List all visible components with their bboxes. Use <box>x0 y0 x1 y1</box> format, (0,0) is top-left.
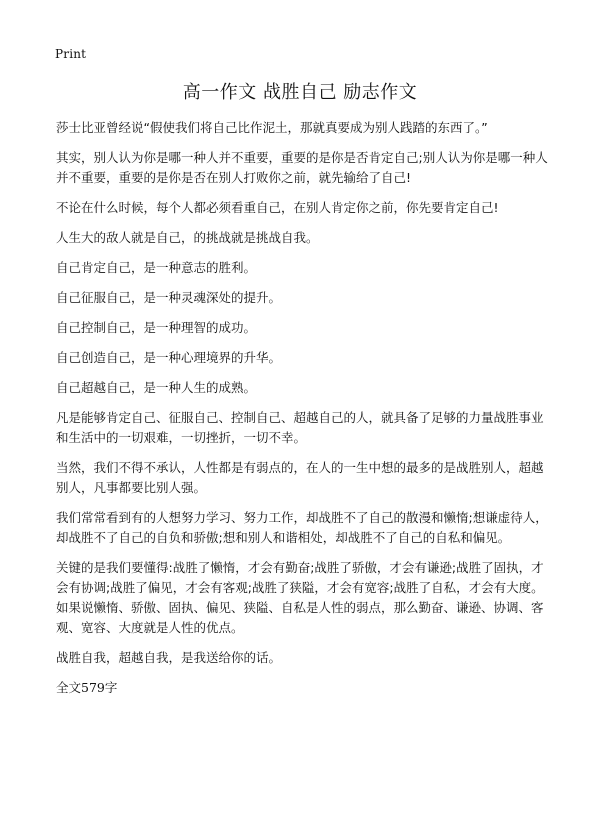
paragraph-4: 人生大的敌人就是自己，的挑战就是挑战自我。 <box>56 230 319 245</box>
paragraph-6: 自己征服自己，是一种灵魂深处的提升。 <box>56 290 282 305</box>
paragraph-9: 自己超越自己，是一种人生的成熟。 <box>56 380 257 395</box>
print-link[interactable]: Print <box>55 47 87 61</box>
paragraph-13: 关键的是我们要懂得:战胜了懒惰，才会有勤奋;战胜了骄傲，才会有谦逊;战胜了固执，才会有协调;战胜了偏见，才会有客观;战胜了狭隘，才会有宽容;战胜了自私，才会有大度。如果说懒惰、骄傲、固执、偏见、狭隘、自私是人性的弱点，那么勤奋、谦逊、协调、客观、宽容、大度就是人性的优点。 <box>56 560 544 635</box>
paragraph-3: 不论在什么时候，每个人都必须看重自己，在别人肯定你之前，你先要肯定自己! <box>56 200 499 215</box>
paragraph-8: 自己创造自己，是一种心理境界的升华。 <box>56 350 282 365</box>
paragraph-2: 其实，别人认为你是哪一种人并不重要，重要的是你是否肯定自己;别人认为你是哪一种人并不重要，重要的是你是否在别人打败你之前，就先输给了自己! <box>56 150 548 185</box>
article-body <box>56 118 550 708</box>
paragraph-14: 战胜自我，超越自我，是我送给你的话。 <box>56 650 282 665</box>
paragraph-11: 当然，我们不得不承认，人性都是有弱点的，在人的一生中想的最多的是战胜别人，超越别人，凡事都要比别人强。 <box>56 460 544 495</box>
paragraph-12: 我们常常看到有的人想努力学习、努力工作，却战胜不了自己的散漫和懒惰;想谦虚待人，却战胜不了自己的自负和骄傲;想和别人和谐相处，却战胜不了自己的自私和偏见。 <box>56 510 548 545</box>
paragraph-1: 莎士比亚曾经说“假使我们将自己比作泥土，那就真要成为别人践踏的东西了。” <box>56 120 488 135</box>
word-count: 全文579字 <box>56 680 118 695</box>
paragraph-10: 凡是能够肯定自己、征服自己、控制自己、超越自己的人，就具备了足够的力量战胜事业和生活中的一切艰难，一切挫折，一切不幸。 <box>56 410 544 445</box>
paragraph-5: 自己肯定自己，是一种意志的胜利。 <box>56 260 257 275</box>
page-title: 高一作文 战胜自己 励志作文 <box>182 82 418 103</box>
paragraph-7: 自己控制自己，是一种理智的成功。 <box>56 320 257 335</box>
